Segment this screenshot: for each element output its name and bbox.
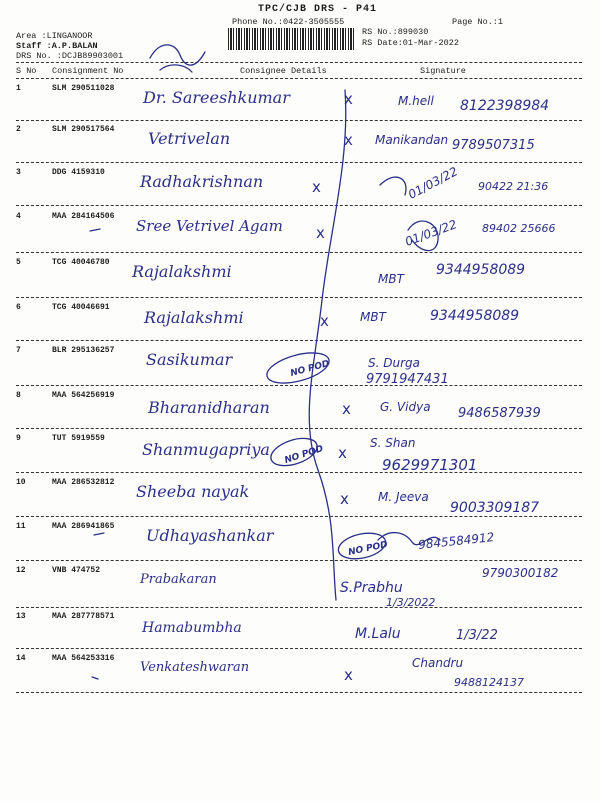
row-sno: 7 [16, 346, 21, 355]
barcode [228, 28, 356, 50]
row-signature: Manikandan [375, 133, 449, 147]
row-signature: 01/03/22 [403, 217, 459, 249]
row-divider [16, 692, 582, 693]
no-pod-stamp: NO POD [283, 444, 325, 466]
row-mark: x [316, 224, 325, 242]
row-divider [16, 385, 582, 386]
row-phone: 9629971301 [382, 456, 478, 474]
row-consignee-name: Rajalakshmi [144, 308, 244, 327]
row-consignee-name: Rajalakshmi [132, 262, 232, 281]
row-divider [16, 472, 582, 473]
row-signature: MBT [378, 272, 404, 286]
row-mark: x [344, 90, 353, 108]
row-date: 1/3/2022 [386, 596, 436, 609]
row-consignment: TCG 40046691 [52, 303, 110, 312]
row-consignment: MAA 286941865 [52, 522, 115, 531]
no-pod-stamp: NO POD [347, 539, 389, 559]
row-consignment: SLM 290517564 [52, 125, 115, 134]
row-sno: 11 [16, 522, 26, 531]
row-mark: x [320, 312, 329, 330]
row-consignment: BLR 295136257 [52, 346, 115, 355]
row-signature: G. Vidya [380, 400, 431, 414]
row-phone: 9790300182 [482, 566, 559, 580]
row-consignment: VNB 474752 [52, 566, 101, 575]
name-dash [94, 533, 104, 535]
row-mark: x [344, 131, 353, 149]
row-divider [16, 607, 582, 608]
row-consignment: MAA 284164506 [52, 212, 115, 221]
staff-label: Staff :A.P.BALAN [16, 41, 98, 51]
row-consignee-name: Sree Vetrivel Agam [136, 217, 283, 235]
row-signature: 01/03/22 [405, 164, 461, 202]
row-consignee-name: Bharanidharan [148, 398, 270, 417]
row-phone: 9344958089 [430, 308, 520, 324]
row-sno: 4 [16, 212, 21, 221]
col-signature: Signature [420, 66, 466, 76]
row-divider [16, 560, 582, 561]
row-sno: 10 [16, 478, 26, 487]
row-phone: 9486587939 [458, 406, 541, 421]
row-signature: M.Lalu [355, 626, 401, 642]
row-divider [16, 516, 582, 517]
row-divider [16, 162, 582, 163]
drs-number: DRS No. :DCJB89903001 [16, 51, 124, 61]
row-phone: 9791947431 [366, 372, 449, 387]
row-phone: 9845584912 [417, 530, 495, 552]
row-consignment: TUT 5919559 [52, 434, 105, 443]
row-consignment: SLM 290511028 [52, 84, 115, 93]
phone-number: Phone No.:0422-3505555 [232, 17, 345, 27]
no-pod-stamp: NO POD [289, 358, 331, 380]
row-divider [16, 297, 582, 298]
row-signature: S.Prabhu [340, 580, 403, 596]
row-date: 1/3/22 [456, 628, 498, 643]
row-sno: 14 [16, 654, 26, 663]
row-sno: 1 [16, 84, 21, 93]
sheet-title: TPC/CJB DRS - P41 [258, 4, 378, 15]
row-phone: 90422 21:36 [478, 180, 549, 193]
row-sno: 5 [16, 258, 21, 267]
row-phone: 8122398984 [460, 98, 550, 114]
col-consignee: Consignee Details [240, 66, 327, 76]
row-sno: 8 [16, 391, 21, 400]
row-mark: x [312, 178, 321, 196]
divider [16, 62, 582, 63]
area-label: Area :LINGANOOR [16, 31, 93, 41]
signature-scribble [380, 177, 406, 195]
row-consignee-name: Dr. Sareeshkumar [143, 88, 290, 107]
row-signature: Chandru [412, 656, 464, 670]
row-consignee-name: Sasikumar [146, 350, 233, 369]
row-divider [16, 205, 582, 206]
row-phone: 9003309187 [450, 500, 540, 516]
row-signature: S. Durga [368, 356, 420, 370]
row-consignee-name: Shanmugapriya [142, 440, 270, 459]
row-divider [16, 252, 582, 253]
row-consignment: MAA 564256919 [52, 391, 115, 400]
row-sno: 3 [16, 168, 21, 177]
divider [16, 78, 582, 79]
row-consignee-name: Udhayashankar [146, 526, 274, 545]
rs-date: RS Date:01-Mar-2022 [362, 38, 459, 48]
row-consignment: DDG 4159310 [52, 168, 105, 177]
row-consignment: MAA 286532812 [52, 478, 115, 487]
col-consignment: Consignment No [52, 66, 124, 76]
row-consignee-name: Sheeba nayak [136, 482, 250, 501]
name-dash [92, 677, 98, 679]
row-sno: 13 [16, 612, 26, 621]
row-signature: M.hell [398, 94, 434, 108]
row-mark: x [344, 666, 353, 684]
row-sno: 2 [16, 125, 21, 134]
row-consignee-name: Vetrivelan [148, 129, 231, 148]
row-consignee-name: Venkateshwaran [140, 660, 250, 675]
row-sno: 12 [16, 566, 26, 575]
rs-number: RS No.:899030 [362, 27, 429, 37]
row-divider [16, 120, 582, 121]
row-consignee-name: Prabakaran [140, 572, 217, 587]
col-sno: S No [16, 66, 37, 76]
row-consignee-name: Radhakrishnan [140, 172, 264, 191]
row-phone: 9789507315 [452, 138, 535, 153]
row-mark: x [340, 490, 349, 508]
row-divider [16, 648, 582, 649]
row-signature: MBT [360, 310, 386, 324]
row-sno: 6 [16, 303, 21, 312]
row-phone: 9344958089 [436, 262, 526, 278]
row-divider [16, 428, 582, 429]
verification-line [309, 90, 346, 600]
row-signature: M. Jeeva [378, 490, 429, 504]
page-number: Page No.:1 [452, 17, 504, 27]
row-mark: x [342, 400, 351, 418]
row-phone: 89402 25666 [482, 222, 556, 235]
staff-signature-scribble [150, 45, 205, 72]
row-sno: 9 [16, 434, 21, 443]
row-phone: 9488124137 [454, 676, 524, 689]
row-signature: S. Shan [370, 436, 416, 450]
row-mark: x [338, 444, 347, 462]
row-divider [16, 340, 582, 341]
row-consignee-name: Hamabumbha [142, 620, 242, 636]
row-consignment: TCG 40046780 [52, 258, 110, 267]
row-consignment: MAA 564253316 [52, 654, 115, 663]
name-dash [90, 229, 100, 231]
row-consignment: MAA 287778571 [52, 612, 115, 621]
